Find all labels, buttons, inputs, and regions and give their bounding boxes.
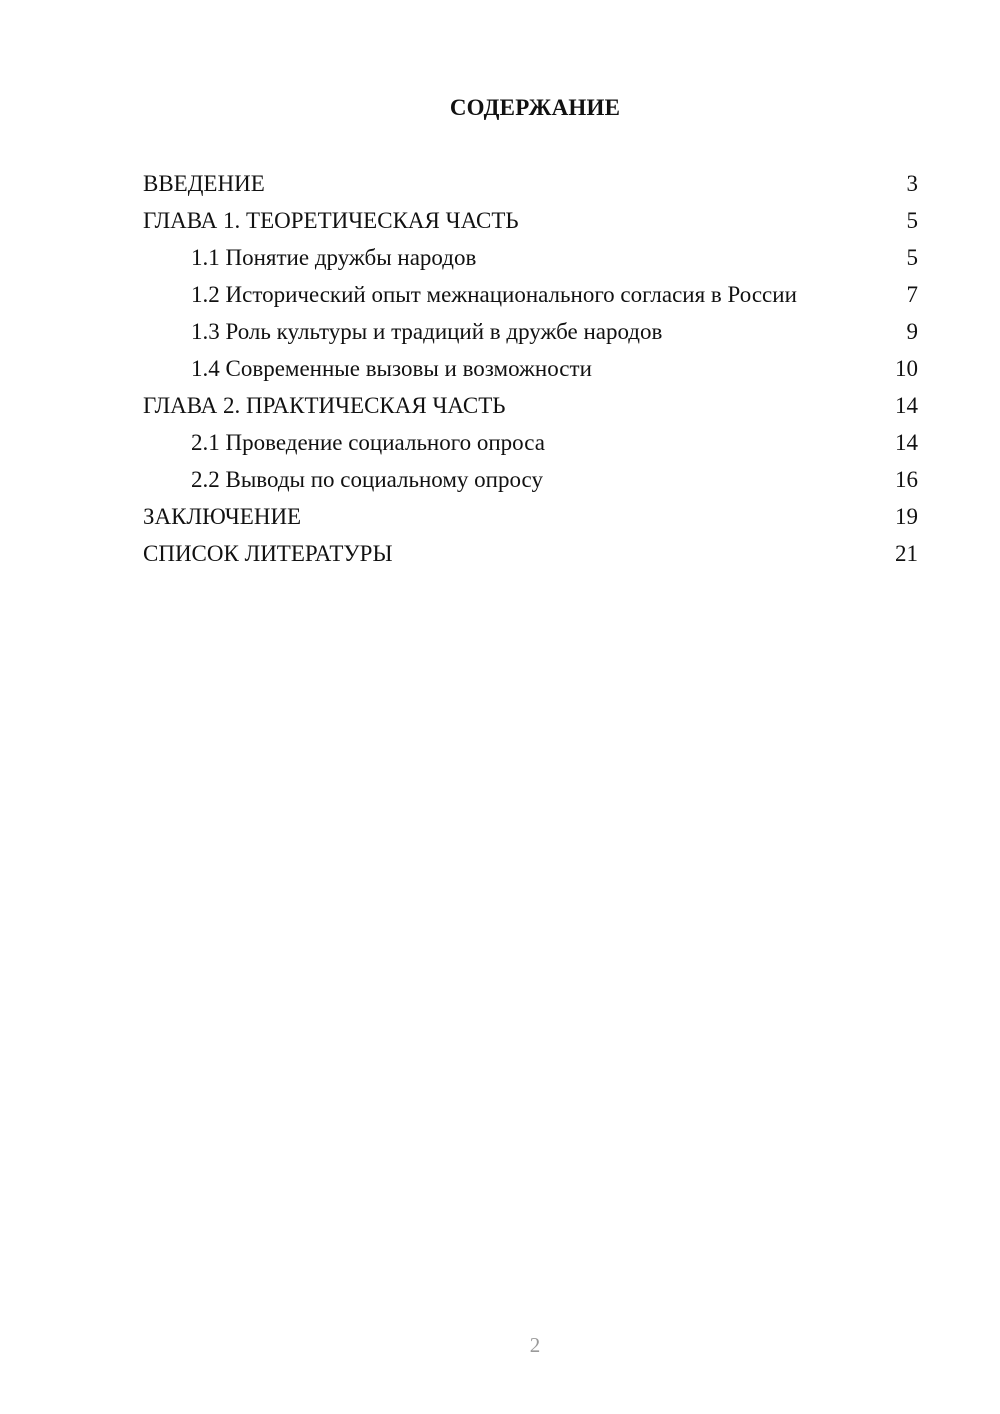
toc-entry-page: 14 [895,393,918,418]
toc-entry-introduction[interactable] [143,170,918,197]
toc-entry-page: 5 [906,245,918,270]
toc-entry-page: 14 [895,430,918,455]
toc-entry-page: 7 [906,282,918,307]
toc-entry-label: 1.2 Исторический опыт межнационального согласия в России [191,282,797,307]
toc-entry-page: 19 [895,504,918,529]
toc-entry-page: 10 [895,356,918,381]
toc-entry-section-1-2[interactable] [143,281,918,308]
toc-entry-section-1-3[interactable] [143,318,918,345]
toc-entry-label: ВВЕДЕНИЕ [143,171,265,196]
toc-entry-page: 16 [895,467,918,492]
toc-entry-conclusion[interactable] [143,503,918,530]
toc-entry-label: ГЛАВА 1. ТЕОРЕТИЧЕСКАЯ ЧАСТЬ [143,208,519,233]
toc-entry-label: 2.1 Проведение социального опроса [191,430,545,455]
toc-entry-label: ЗАКЛЮЧЕНИЕ [143,504,302,529]
page-number: 2 [529,1333,541,1357]
toc-entry-label: 1.3 Роль культуры и традиций в дружбе народов [191,319,663,344]
toc-entry-label: 2.2 Выводы по социальному опросу [191,467,543,492]
toc-entry-section-1-4[interactable] [143,355,918,382]
toc-entry-section-2-1[interactable] [143,429,918,456]
toc-entry-section-2-2[interactable] [143,466,918,493]
toc-entry-page: 9 [906,319,918,344]
toc-entry-section-1-1[interactable] [143,244,918,271]
toc-entry-chapter-1[interactable] [143,207,918,234]
toc-entry-label: СПИСОК ЛИТЕРАТУРЫ [143,541,393,566]
table-of-contents [143,170,918,577]
toc-entry-label: ГЛАВА 2. ПРАКТИЧЕСКАЯ ЧАСТЬ [143,393,506,418]
toc-entry-page: 21 [895,541,918,566]
toc-entry-chapter-2[interactable] [143,392,918,419]
toc-entry-references[interactable] [143,540,918,567]
toc-entry-label: 1.4 Современные вызовы и возможности [191,356,592,381]
toc-title: СОДЕРЖАНИЕ [449,95,621,120]
toc-entry-page: 3 [906,171,918,196]
toc-entry-label: 1.1 Понятие дружбы народов [191,245,477,270]
toc-entry-page: 5 [906,208,918,233]
